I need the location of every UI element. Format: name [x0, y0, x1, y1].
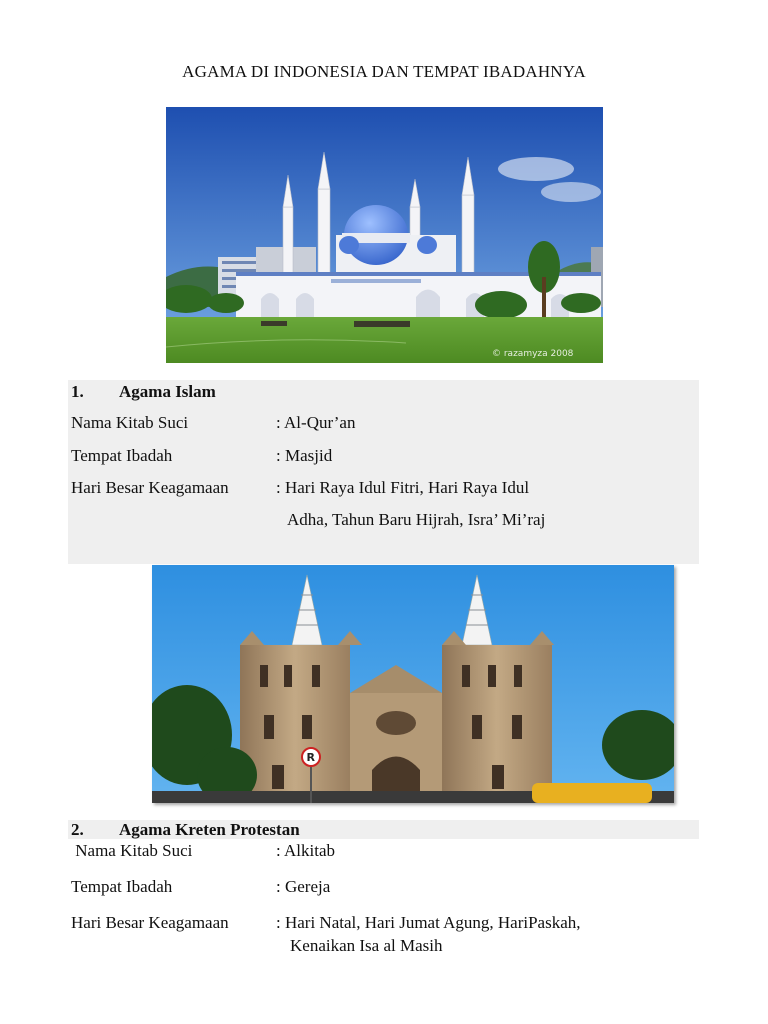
- section-title: Agama Islam: [119, 382, 216, 401]
- section-number: 2.: [71, 820, 84, 839]
- sign-letter: R: [306, 751, 315, 764]
- row-label: Nama Kitab Suci: [71, 841, 193, 860]
- row-value: : Gereja: [276, 877, 331, 896]
- section-protestan: [68, 820, 699, 970]
- section-title: Agama Kreten Protestan: [119, 820, 300, 839]
- row-label: Hari Besar Keagamaan: [71, 478, 229, 497]
- row-value: : Masjid: [276, 446, 333, 465]
- row-value: : Hari Natal, Hari Jumat Agung, HariPaskah,: [276, 913, 581, 932]
- row-label: Tempat Ibadah: [71, 446, 173, 465]
- row-hari-besar-continuation: Kenaikan Isa al Masih: [290, 936, 443, 955]
- row-label: Nama Kitab Suci: [71, 413, 189, 432]
- document-title: AGAMA DI INDONESIA DAN TEMPAT IBADAHNYA: [182, 62, 586, 81]
- row-hari-besar-continuation: Adha, Tahun Baru Hijrah, Isra’ Mi’raj: [287, 510, 546, 529]
- mosque-photo: [166, 107, 603, 363]
- cathedral-photo: [152, 565, 674, 803]
- row-label: Hari Besar Keagamaan: [71, 913, 229, 932]
- photo-watermark: © razamyza 2008: [492, 349, 574, 359]
- row-label: Tempat Ibadah: [71, 877, 173, 896]
- row-value: : Alkitab: [276, 841, 336, 860]
- section-number: 1.: [71, 382, 84, 401]
- row-value: : Al-Qur’an: [276, 413, 356, 432]
- row-value: : Hari Raya Idul Fitri, Hari Raya Idul: [276, 478, 530, 497]
- section-islam: [68, 380, 699, 564]
